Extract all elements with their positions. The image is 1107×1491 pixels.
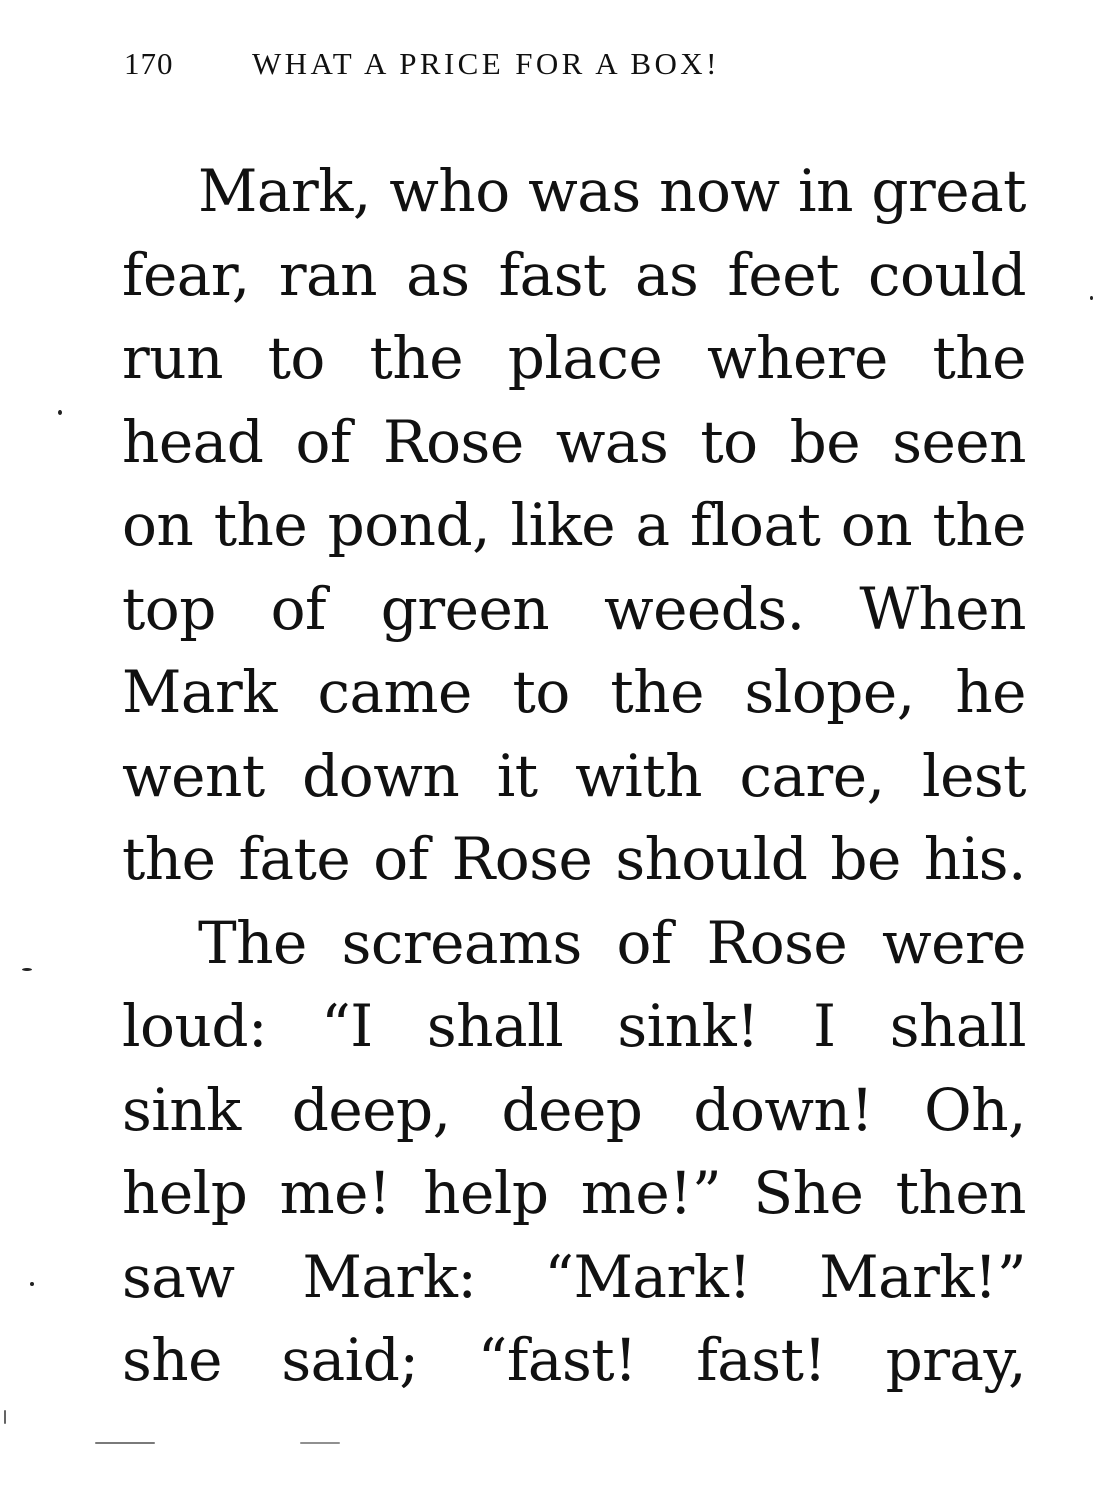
- text-line: she said; “fast! fast! pray,: [122, 1326, 1026, 1394]
- text-line: on the pond, like a float on the: [122, 491, 1026, 559]
- text-line: sink deep, deep down! Oh,: [122, 1075, 1026, 1144]
- scan-speck: [95, 1442, 155, 1444]
- scan-speck: [1090, 296, 1093, 300]
- text-line: went down it with care, lest: [122, 741, 1026, 810]
- scan-speck: [300, 1442, 340, 1444]
- scan-speck: [58, 410, 62, 415]
- text-line: The screams of Rose were: [198, 908, 1026, 977]
- text-line: loud: “I shall sink! I shall: [122, 992, 1026, 1060]
- text-line: saw Mark: “Mark! Mark!”: [122, 1242, 1026, 1311]
- scan-speck: [30, 1282, 34, 1286]
- scan-speck: [4, 1410, 6, 1424]
- text-line: fear, ran as fast as feet could: [122, 240, 1026, 309]
- running-header: [124, 46, 924, 90]
- text-line: run to the place where the: [122, 324, 1026, 392]
- text-line: head of Rose was to be seen: [122, 407, 1026, 476]
- page-number: 170: [124, 46, 174, 81]
- running-title: WHAT A PRICE FOR A BOX!: [252, 46, 720, 81]
- text-line: top of green weeds. When: [122, 574, 1026, 643]
- text-line: Mark, who was now in great: [198, 157, 1026, 225]
- body-text: [122, 150, 1026, 1403]
- text-line: Mark came to the slope, he: [122, 658, 1026, 726]
- text-line: the fate of Rose should be his.: [122, 825, 1026, 893]
- text-line: help me! help me!” She then: [122, 1159, 1026, 1227]
- scan-speck: [22, 968, 32, 971]
